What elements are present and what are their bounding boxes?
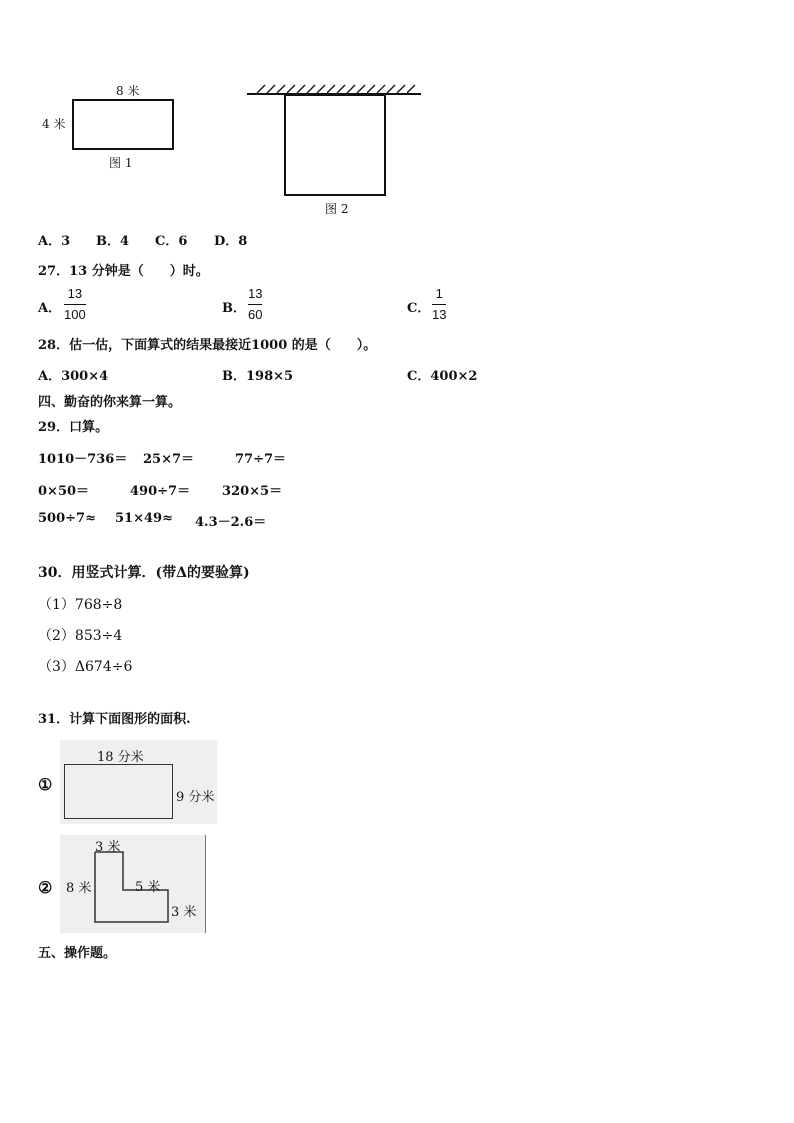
q30-item-2: （2）853÷4: [38, 628, 123, 644]
section-4-heading: 四、勤奋的你来算一算。: [38, 395, 182, 410]
q29-item: 500÷7≈: [38, 511, 96, 526]
q27-question: 27．13 分钟是（ ）时。: [38, 264, 209, 279]
shape1-top-label: 18 分米: [97, 750, 144, 765]
q29-item: 490÷7＝: [130, 484, 191, 499]
q26-option-c: C．6: [155, 234, 188, 249]
fig2-square: [284, 94, 386, 196]
shape1-marker: ①: [38, 775, 53, 794]
q29-item: 51×49≈: [115, 511, 173, 526]
shape1-right-label: 9 分米: [176, 790, 215, 805]
shape2-left-label: 8 米: [66, 881, 92, 896]
q26-option-a: A．3: [38, 234, 71, 249]
q27-option-c-letter: C．: [407, 301, 431, 316]
q30-title: 30．用竖式计算．(带Δ的要验算): [38, 565, 250, 581]
q27-option-c-numerator: 1: [435, 286, 443, 301]
q27-option-c-denominator: 13: [432, 307, 447, 322]
q27-option-a-letter: A．: [38, 301, 62, 316]
shape2-right-label: 3 米: [171, 905, 197, 920]
shape2-marker: ②: [38, 878, 53, 897]
q29-item: 77÷7＝: [235, 452, 287, 467]
q27-option-c-fraction: [432, 286, 446, 323]
q27-option-b-numerator: 13: [248, 286, 263, 301]
q31-title: 31．计算下面图形的面积.: [38, 712, 191, 727]
fraction-bar: [432, 304, 446, 305]
q29-item: 25×7＝: [143, 452, 195, 467]
q27-option-a-denominator: 100: [64, 307, 86, 322]
shape1-rectangle: [64, 764, 173, 819]
shape2-inner-label: 5 米: [135, 880, 161, 895]
q27-option-b-denominator: 60: [248, 307, 263, 322]
fraction-bar: [64, 304, 86, 305]
q28-option-c: C．400×2: [407, 369, 478, 384]
q29-item: 4.3－2.6＝: [195, 515, 267, 530]
q28-option-b: B．198×5: [222, 369, 294, 384]
q27-option-a-fraction: [64, 286, 86, 323]
q30-item-3: （3）Δ674÷6: [38, 659, 133, 675]
fig1-caption: 图 1: [109, 156, 133, 170]
fig1-top-label: 8 米: [116, 84, 140, 98]
fig1-side-label: 4 米: [42, 117, 66, 131]
fig1-rectangle: [72, 99, 174, 150]
q28-option-a: A．300×4: [38, 369, 109, 384]
q29-item: 1010－736＝: [38, 452, 128, 467]
shape2-top-label: 3 米: [95, 840, 121, 855]
q29-item: 320×5＝: [222, 484, 283, 499]
shape2-edge-line: [205, 835, 206, 933]
q27-option-a-numerator: 13: [67, 286, 83, 301]
fig2-caption: 图 2: [325, 202, 349, 216]
q26-option-b: B．4: [96, 234, 130, 249]
fraction-bar: [248, 304, 262, 305]
q27-option-b-letter: B．: [222, 301, 246, 316]
q30-item-1: （1）768÷8: [38, 597, 123, 613]
q27-option-b-fraction: [248, 286, 262, 323]
q28-question: 28．估一估，下面算式的结果最接近1000 的是（ ）。: [38, 338, 377, 353]
q29-title: 29．口算。: [38, 420, 109, 435]
q29-item: 0×50＝: [38, 484, 90, 499]
section-5-heading: 五、操作题。: [38, 946, 117, 961]
q26-option-d: D．8: [214, 234, 248, 249]
